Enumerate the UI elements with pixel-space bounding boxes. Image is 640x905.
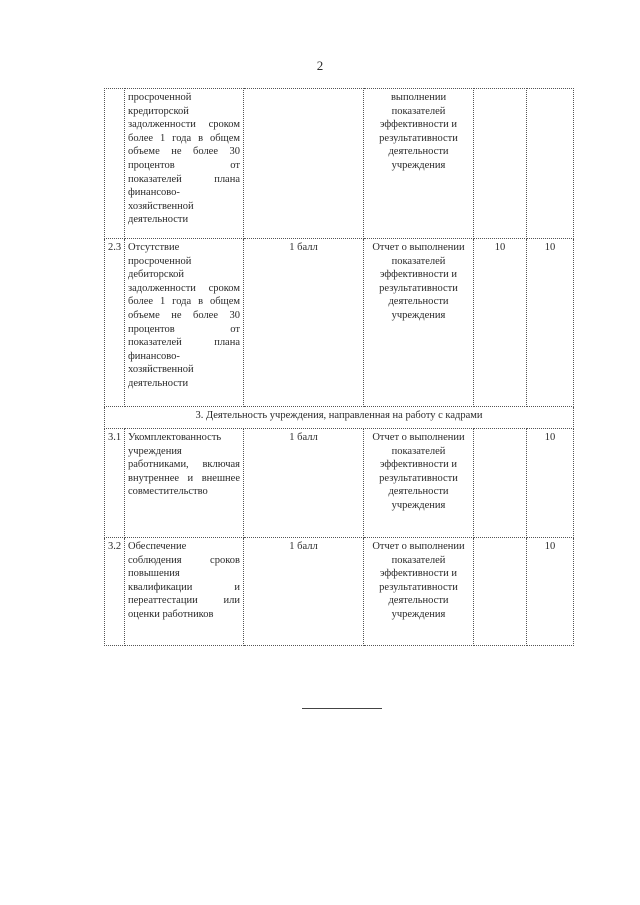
table-row [105, 239, 574, 407]
row-number: 3.2 [105, 538, 125, 646]
criterion-cell: просроченной кредиторской задолженности сроком более 1 года в общем объеме не более 30 процентов от показателей плана финансово-хозяйственной деятельности [125, 89, 244, 239]
criterion-cell: Укомплектованность учреждения работниками, включая внутреннее и внешнее совместительство [125, 429, 244, 538]
section-title: 3. Деятельность учреждения, направленная на работу с кадрами [105, 407, 574, 429]
max-points-cell [474, 429, 527, 538]
section-header-row [105, 407, 574, 429]
row-number: 3.1 [105, 429, 125, 538]
max-points-cell [474, 89, 527, 239]
score-cell: 1 балл [244, 538, 364, 646]
points-cell: 10 [527, 239, 574, 407]
criteria-table [104, 88, 574, 646]
source-cell: Отчет о выполнении показателей эффективности и результативности деятельности учреждения [364, 538, 474, 646]
score-cell: 1 балл [244, 429, 364, 538]
table-row [105, 89, 574, 239]
page-number: 2 [316, 58, 324, 73]
points-cell: 10 [527, 429, 574, 538]
source-cell: Отчет о выполнении показателей эффективности и результативности деятельности учреждения [364, 239, 474, 407]
score-cell: 1 балл [244, 239, 364, 407]
footer-rule [302, 708, 382, 709]
max-points-cell: 10 [474, 239, 527, 407]
criterion-cell: Отсутствие просроченной дебиторской задолженности сроком более 1 года в общем объеме не более 30 процентов от показателей плана финансово-хозяйственной деятельности [125, 239, 244, 407]
max-points-cell [474, 538, 527, 646]
table-row [105, 429, 574, 538]
source-cell: выполнении показателей эффективности и результативности деятельности учреждения [364, 89, 474, 239]
source-cell: Отчет о выполнении показателей эффективности и результативности деятельности учреждения [364, 429, 474, 538]
score-cell [244, 89, 364, 239]
row-number [105, 89, 125, 239]
row-number: 2.3 [105, 239, 125, 407]
table-row [105, 538, 574, 646]
points-cell [527, 89, 574, 239]
criterion-cell: Обеспечение соблюдения сроков повышения квалификации и переаттестации или оценки работников [125, 538, 244, 646]
points-cell: 10 [527, 538, 574, 646]
